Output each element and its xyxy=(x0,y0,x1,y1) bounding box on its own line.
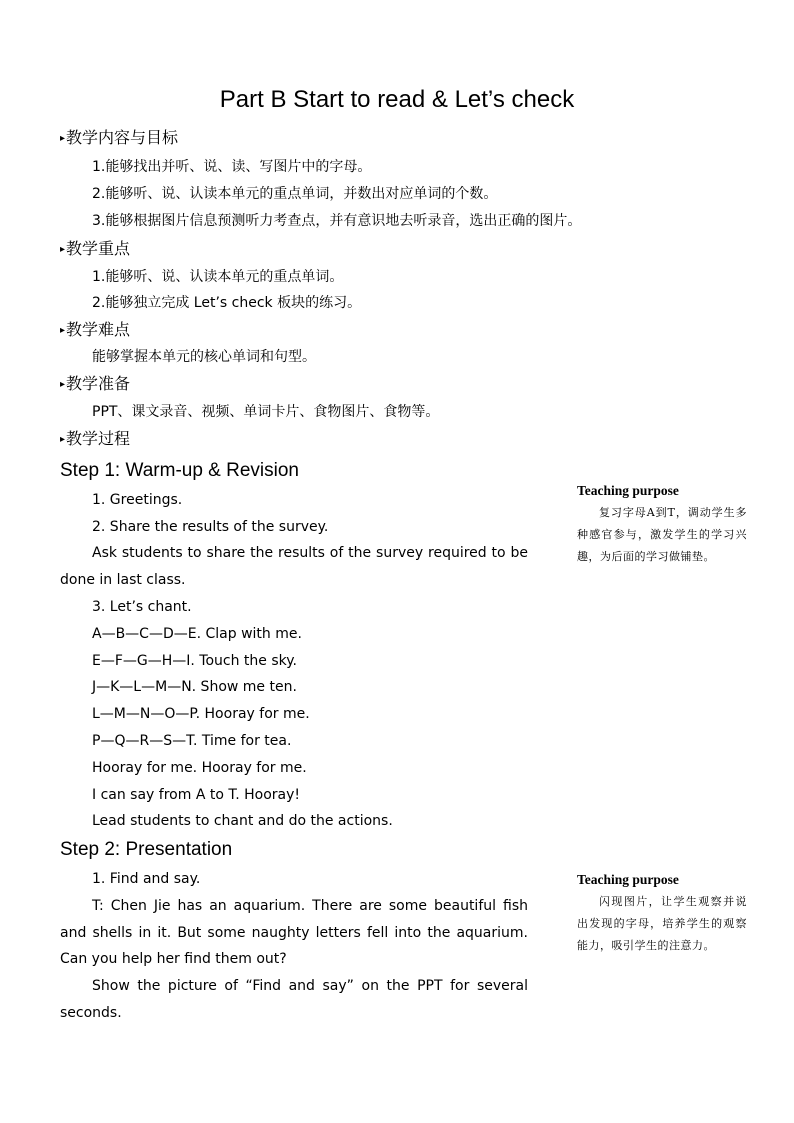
section-heading-preparation xyxy=(60,374,130,395)
step1-line: 2. Share the results of the survey. xyxy=(92,519,329,535)
goal-item: 2.能够听、说、认读本单元的重点单词，并数出对应单词的个数。 xyxy=(92,186,498,202)
chant-line: A—B—C—D—E. Clap with me. xyxy=(92,626,302,642)
note-heading: Teaching purpose xyxy=(577,872,679,887)
chant-line: J—K—L—M—N. Show me ten. xyxy=(92,679,297,695)
section-heading-text: 教学内容与目标 xyxy=(66,128,179,147)
triangle-bullet-icon: ▸ xyxy=(60,378,66,390)
step2-paragraph: Show the picture of “Find and say” on the PPT for several seconds. xyxy=(60,978,528,1021)
section-heading-text: 教学难点 xyxy=(66,320,131,339)
triangle-bullet-icon: ▸ xyxy=(60,243,66,255)
step2-line: 1. Find and say. xyxy=(92,871,201,887)
section-heading-difficulties xyxy=(60,320,130,341)
page-title: Part B Start to read & Let’s check xyxy=(219,86,575,113)
chant-line: E—F—G—H—I. Touch the sky. xyxy=(92,653,298,669)
chant-line: 3. Let’s chant. xyxy=(92,599,192,615)
key-point-item: 2.能够独立完成 Let’s check 板块的练习。 xyxy=(92,295,362,311)
chant-instruction: Lead students to chant and do the actions. xyxy=(92,813,393,829)
step2-paragraph: T: Chen Jie has an aquarium. There are some beautiful fish and shells in it. But some naughty letters fell into the aquarium. Can you help her find them out? xyxy=(60,898,528,967)
section-heading-text: 教学准备 xyxy=(66,374,131,393)
section-heading-text: 教学过程 xyxy=(66,429,131,448)
triangle-bullet-icon: ▸ xyxy=(60,433,66,445)
goal-item: 3.能够根据图片信息预测听力考查点，并有意识地去听录音，选出正确的图片。 xyxy=(92,213,582,229)
triangle-bullet-icon: ▸ xyxy=(60,132,66,144)
chant-line: I can say from A to T. Hooray! xyxy=(92,787,301,803)
chant-line: P—Q—R—S—T. Time for tea. xyxy=(92,733,292,749)
triangle-bullet-icon: ▸ xyxy=(60,324,66,336)
section-heading-text: 教学重点 xyxy=(66,239,131,258)
chant-line: L—M—N—O—P. Hooray for me. xyxy=(92,706,310,722)
step1-heading: Step 1: Warm-up & Revision xyxy=(60,460,299,481)
note-heading: Teaching purpose xyxy=(577,483,679,498)
chant-line: Hooray for me. Hooray for me. xyxy=(92,760,307,776)
section-heading-process xyxy=(60,429,130,450)
difficulty-item: 能够掌握本单元的核心单词和句型。 xyxy=(92,349,316,365)
step1-line: 1. Greetings. xyxy=(92,492,183,508)
step1-paragraph: Ask students to share the results of the survey required to be done in last class. xyxy=(60,545,528,588)
goal-item: 1.能够找出并听、说、读、写图片中的字母。 xyxy=(92,159,372,175)
section-heading-key-points xyxy=(60,239,130,260)
step2-heading: Step 2: Presentation xyxy=(60,839,233,860)
section-heading-content-goals xyxy=(60,128,178,149)
note-body: 闪现图片，让学生观察并说出发现的字母，培养学生的观察能力，吸引学生的注意力。 xyxy=(577,895,747,952)
key-point-item: 1.能够听、说、认读本单元的重点单词。 xyxy=(92,269,344,285)
teaching-purpose-note xyxy=(577,871,747,957)
preparation-item: PPT、课文录音、视频、单词卡片、食物图片、食物等。 xyxy=(92,404,440,420)
teaching-purpose-note xyxy=(577,482,747,568)
note-body: 复习字母A到T，调动学生多种感官参与，激发学生的学习兴趣，为后面的学习做铺垫。 xyxy=(577,506,747,563)
